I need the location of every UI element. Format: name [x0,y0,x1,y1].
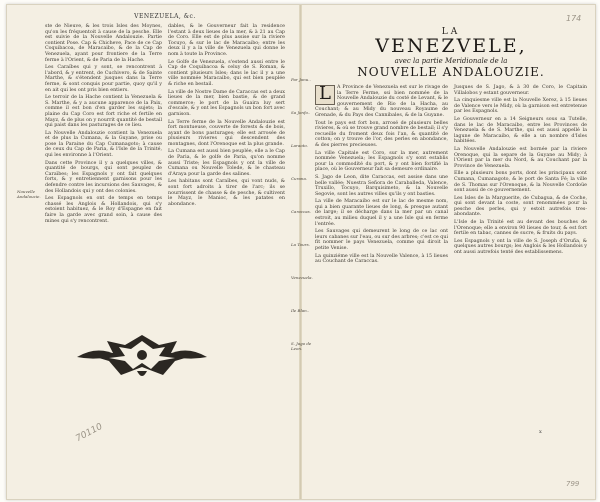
paragraph: La ville Capitale est Coro, sur la mer, autrement nommée Venezuela; les Espagnols s'y sont establis pour la commodité du port, & y ont bien fortifié la place, où le Gouverneur fait sa demeure ordinaire. [315,150,448,173]
paragraph: Le Golfe de Venezuela, s'estend aussi entre le Cap de Coquibacoa & celuy de S. Roman, & contient plusieurs Isles; dans le lac il y a une ville nommée Maracaibo, qui est bien peuplée & riche en bestail. [168,59,285,87]
right-page [291,13,587,351]
paragraph: Les Isles de la Marguerite, de Cubagua, & de Coche, qui sont devant la coste, sont renommées pour la pesche des perles, qui y estoit autrefois tres-abondante. [454,195,587,218]
right-column-1 [315,85,448,267]
page-title: VENEZVELE, [375,35,527,57]
paragraph: A Province de Venezuela est sur le rivage de la Terre Ferme, ssi bien nommée de la Nouvelle Andalouzie du costé de Levant, & le gouvernement de Rio de la Hacha, au Couchant; & au Midy du nouveau Royaume de Grenade, & du Pays des Cannibales, & de la Guyane. [315,85,448,118]
margin-note: Venezuela. [291,275,313,280]
title-region: NOUVELLE ANDALOUZIE. [357,65,545,79]
left-page [17,13,285,226]
paragraph: Les Espagnols en ont de temps en temps chassé les Anglois & Hollandois, qui s'y estoient habituez, & le Roy d'Espagne en fait faire la garde avec grand soin, à cause des mines qui s'y rencontrent. [45,196,162,224]
paragraph: La Cumana est aussi bien peuplée, elle a le Cap de Paria, & le golfe de Paria, qu'on nomme aussi Triste; les Espagnols y ont la ville de Cumana ou Nouvelle Tolede, & le chasteau d'Araya pour la garde des salines. [168,149,285,177]
paragraph: Le Gouverneur en a 14 Seigneurs sous sa Tutelle, dans le lac de Maracaibo, entre les Provinces de Venezuela & de S. Marthe, qui est aussi appellé la lagune de Maracaibo, & elle a un nombre d'Isles habitées. [454,116,587,145]
running-head: VENEZUELA, &c. [134,13,196,20]
paragraph: ste de Nieuve, & les trois Isles des Moynes, qu'on les fréquentoit à cause de la pesche. Elle est suivie de la Nouvelle Andalouzie. Partie contient Pose. Cap & Chicheve, Pace de ce Cap Coquibacoa, de Maracaibo, & de la Cap de Venezuela, ayant pour frontiere de la Terre ferme à l'Orient, & de Paria de la Hache. [45,24,162,63]
margin-note: Curana. [291,176,308,181]
paragraph: La cinquiesme ville est la Nouvelle Xerez, à 15 lieues de Valence vers le Midy, où la garnison est entretenue par les Espagnols. [454,98,587,115]
paragraph: La Nouvelle Andalouzie est bornée par la riviere Orenoque, qui la separe de la Guyane au Midy; à l'Orient par la mer du Nord, & au Couchant par la Province de Venezuela. [454,146,587,169]
paragraph: L'Isle de la Trinité est au devant des bouches de l'Orenoque; elle a environ 90 lieues de tour, & est fort fertile en tabac, cannes de sucre, & fruits du pays. [454,220,587,237]
pencil-note-bottom: 799 [566,480,580,488]
paragraph: La quinziéme ville est la Nouvelle Valence, à 15 lieues au Couchant de Caraccas. [315,253,448,265]
margin-note: Ile Blan.. [291,308,310,313]
left-column-2 [168,24,285,226]
paragraph: Jusques de S. Jago, & à 30 de Coro, le Capitain Villalobos y estant gouverneur. [454,85,587,96]
margin-notes [291,77,313,379]
paragraph: Les habitans sont Caraïbes, qui vont nuds, & sont fort adroits à tirer de l'arc; ils se nourrissent de chasse & de pesche, & cultivent le Mayz, le Manioc, & les patates en abondance. [168,179,285,207]
left-column-1 [45,24,162,226]
margin-note: Caraccas. [291,209,311,214]
paragraph: Les Sauvages qui demeurent le long de ce lac ont leurs cabanes sur l'eau, ou sur des arbres; c'est ce qui fit nommer le pays Venezuela, comme qui diroit la petite Venise. [315,229,448,252]
paragraph: Dans cette Province il y a quelques villes, & quantité de bourgs, qui sont peuplez de Caraïbes; les Espagnols y ont fait quelques forts, & y entretiennent garnisons pour les defendre contre les incursions des Sauvages, & des Hollandois qui y ont des colonies. [45,160,162,194]
margin-note: Par Janu.. [291,77,311,82]
paragraph: La Terre ferme de la Nouvelle Andalouzie est fort montueuse, couverte de forests & de bois, ayant de bons pasturages; elle est arrosée de plusieurs rivieres qui descendent des montagnes, dont l'Orenoque est la plus grande. [168,119,285,147]
title-la: LA [441,27,461,37]
paragraph: Elle a plusieurs bons ports, dont les principaux sont Cumana, Cumanagoto, & le port de Santa Fé; la ville de S. Thomas sur l'Orenoque, & la Nouvelle Cordoüe sont aussi de ce gouvernement. [454,171,587,194]
paragraph: La ville de Maracaibo est sur le lac de mesme nom, qui a bien quarante lieues de long, & presque autant de large; il se décharge dans la mer par un canal estroit, au milieu duquel il y a une Isle qui en ferme l'entrée. [315,199,448,227]
drop-cap: L [315,85,335,105]
tailpiece-ornament-icon [67,331,217,381]
margin-note: S. Jago de Leon. [291,341,312,351]
margin-note: Nouvelle Andalouzie. [17,189,41,199]
paragraph: La Nouvelle Andalouzie contient la Venezuela et de plus la Cumana, & la Guyane, prise ou pose la Paraine du Cap Cumanagoto; à cause de ceux du Cap de Paria, & l'Isle de la Trinité, qui les environne à l'Orient. [45,130,162,159]
title-subtitle: avec la partie Meridionale de la [394,57,508,65]
pencil-note-inventory: 70110 [74,421,105,445]
paragraph: La ville de Nostre Dame de Caraccas est a deux lieues de la mer, bien bastie, & de grand commerce; le port de la Guaira luy sert d'escale, & y ont les Espagnols un bon fort avec garnison. [168,89,285,117]
margin-note: Sa Jonfo.. [291,110,311,115]
margin-note: Laraoto. [291,143,308,148]
paragraph: Les Espagnols y ont la ville de S. Joseph d'Oruña, & quelques autres bourgs; les Anglois & les Hollandois y ont aussi autrefois tenté des establissemens. [454,238,587,256]
paragraph: Les Caraïbes qui y sont, se rencontrent à l'abord, & y entrent, de Cuchivero, & de Sainte Marthe, & s'étendent jusques dans la Terre ferme, & sont conquis pour partie, quoy qu'il y en ait qui les ont pris bien entiers. [45,65,162,93]
paragraph: Tout le pays est fort bon, arrosé de plusieurs belles rivieres, & où se trouve grand nombre de bestail; il s'y recueille du froment deux fois l'an, & quantité de cotton; on y trouve de l'or, des perles en abondance, & des pierres precieuses. [315,120,448,148]
paragraph: Le terroir de la Hache contient la Venezuela & S. Marthe, & y a aucune apparence de la Paix, comme il est bon d'en garder les sujets; la plaine du Cap Coro est fort riche et fertile en Mayz, & de plus on y nourrit quantité de bestail qui paist dans les pasturages de ce lieu. [45,95,162,129]
page-number: x [539,429,542,435]
right-column-2 [454,85,587,267]
paragraph: S. Jago de Leon, dite Caraccas, est assise dans une belle vallée; Nuestra Señora de Caraballeda, Valence, Truxillo, Tocuyo, Barquisimeto, & la Nouvelle Segovie, sont les autres villes qu'ils y ont basties. [315,174,448,197]
pencil-note-top: 174 [566,14,582,23]
paragraph: dables, & le Gouverneur fait la residence l'estant à deux lieues de la mer, & à 21 au Cap de Coro. Elle est de plus assise sur la riviere Tocuyo, & sur le lac de Maracaibo; entre les deux il y a la ville de Venezuela qui donne le nom à toute la Province. [168,24,285,57]
margin-note: La Tours. [291,242,310,247]
